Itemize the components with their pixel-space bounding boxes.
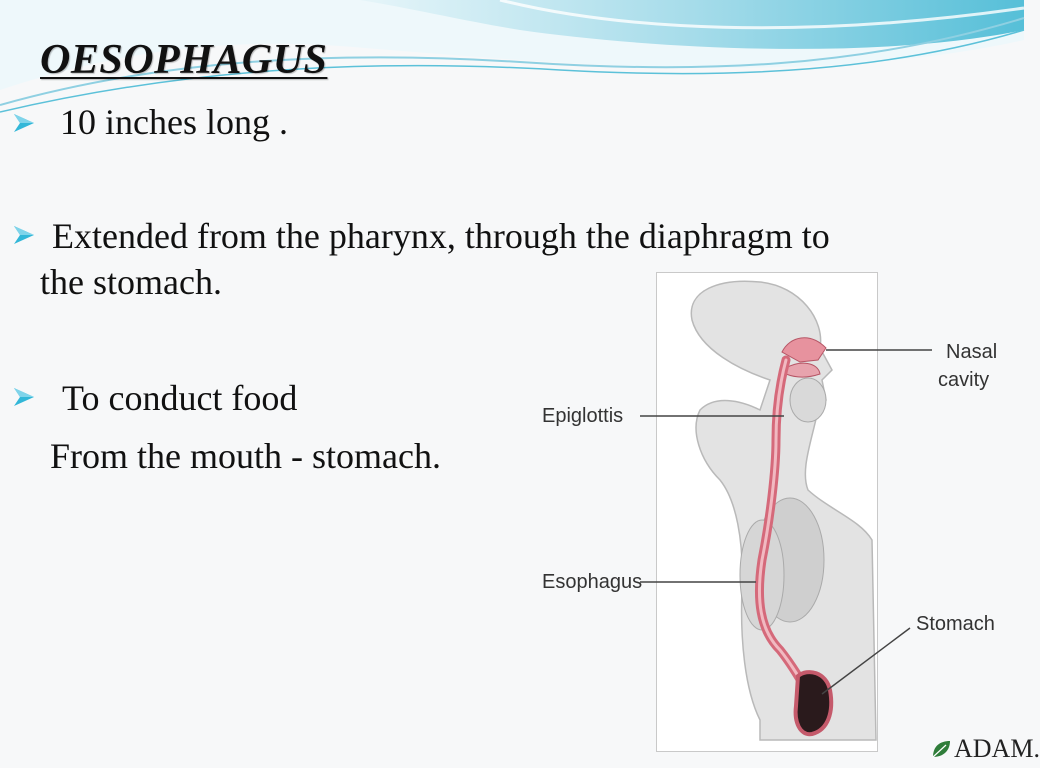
bullet-text: To conduct food [62, 378, 298, 418]
slide-title: OESOPHAGUS [40, 37, 328, 83]
label-epiglottis: Epiglottis [542, 405, 624, 427]
bullet-text: Extended from the pharynx, through the diaphragm to [52, 216, 830, 256]
leaf-icon [930, 738, 952, 760]
mouth-cavity-shape [790, 378, 826, 422]
label-nasal-cavity: cavity [938, 369, 990, 391]
adam-logo [930, 734, 1040, 764]
bullet-arrow-icon [12, 386, 36, 408]
logo-text: ADAM. [954, 734, 1040, 763]
bullet-text-continuation: From the mouth - stomach. [50, 436, 441, 476]
label-stomach: Stomach [916, 613, 995, 635]
stomach-shape [796, 672, 832, 734]
bullet-arrow-icon [12, 224, 36, 246]
bullet-text: 10 inches long . [60, 102, 288, 142]
label-nasal-cavity: Nasal [946, 341, 998, 363]
label-esophagus: Esophagus [542, 571, 643, 593]
bullet-text-continuation: the stomach. [40, 262, 222, 302]
bullet-arrow-icon [12, 112, 36, 134]
